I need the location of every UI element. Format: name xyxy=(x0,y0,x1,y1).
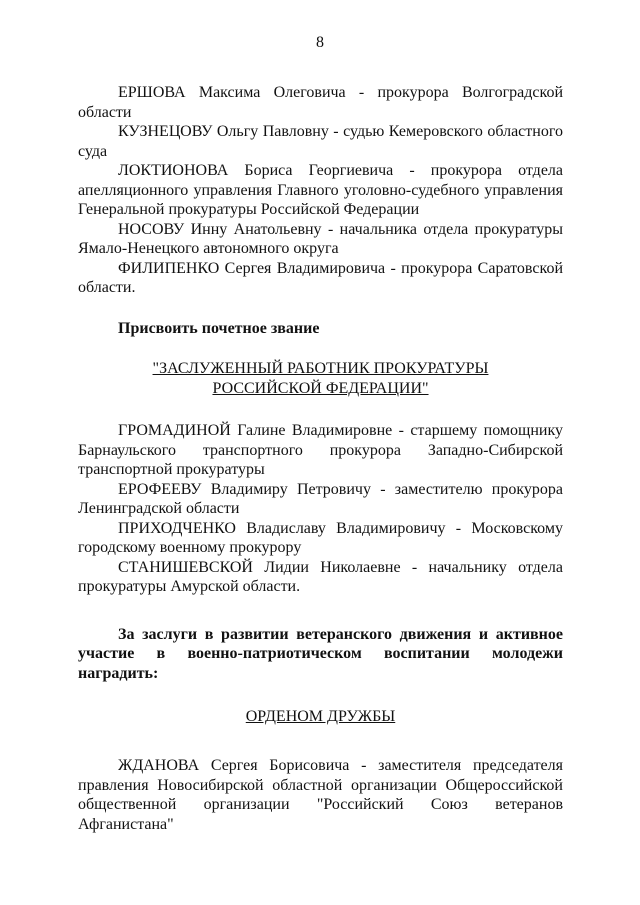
document-body xyxy=(78,83,563,834)
nominee-entry: ФИЛИПЕНКО Сергея Владимировича - прокурора Саратовской области. xyxy=(78,259,563,296)
page-number: 8 xyxy=(316,34,324,51)
nominee-entry: НОСОВУ Инну Анатольевну - начальника отдела прокуратуры Ямало-Ненецкого автономного округа xyxy=(78,220,563,257)
award-directive: Присвоить почетное звание xyxy=(118,319,320,337)
nominee-entry: ПРИХОДЧЕНКО Владиславу Владимировичу - Московскому городскому военному прокурору xyxy=(78,519,563,556)
honorary-title xyxy=(78,359,563,399)
nominee-entry: ГРОМАДИНОЙ Галине Владимировне - старшему помощнику Барнаульского транспортного прокурора Западно-Сибирской транспортной прокуратуры xyxy=(78,422,563,478)
honorary-title-line: РОССИЙСКОЙ ФЕДЕРАЦИИ" xyxy=(212,380,429,397)
nominee-entry: СТАНИШЕВСКОЙ Лидии Николаевне - начальнику отдела прокуратуры Амурской области. xyxy=(78,558,563,595)
award-directive: За заслуги в развитии ветеранского движения и активное участие в военно-патриотическом воспитании молодежи наградить: xyxy=(78,625,563,682)
honorary-title-line: "ЗАСЛУЖЕННЫЙ РАБОТНИК ПРОКУРАТУРЫ xyxy=(152,360,489,377)
nominee-list-3 xyxy=(78,756,563,834)
nominee-entry: ЖДАНОВА Сергея Борисовича - заместителя председателя правления Новосибирской областной организации Общероссийской общественной организации "Российский Союз ветеранов Афганистана" xyxy=(78,757,563,833)
nominee-list-2 xyxy=(78,421,563,597)
nominee-list-1 xyxy=(78,83,563,298)
nominee-entry: ЛОКТИОНОВА Бориса Георгиевича - прокурора отдела апелляционного управления Главного уголовно-судебного управления Генеральной прокуратуры Российской Федерации xyxy=(78,162,563,218)
nominee-entry: ЕРШОВА Максима Олеговича - прокурора Волгоградской области xyxy=(78,84,563,121)
nominee-entry: ЕРОФЕЕВУ Владимиру Петровичу - заместителю прокурора Ленинградской области xyxy=(78,480,563,517)
nominee-entry: КУЗНЕЦОВУ Ольгу Павловну - судью Кемеровского областного суда xyxy=(78,123,563,160)
order-title: ОРДЕНОМ ДРУЖБЫ xyxy=(245,708,396,725)
